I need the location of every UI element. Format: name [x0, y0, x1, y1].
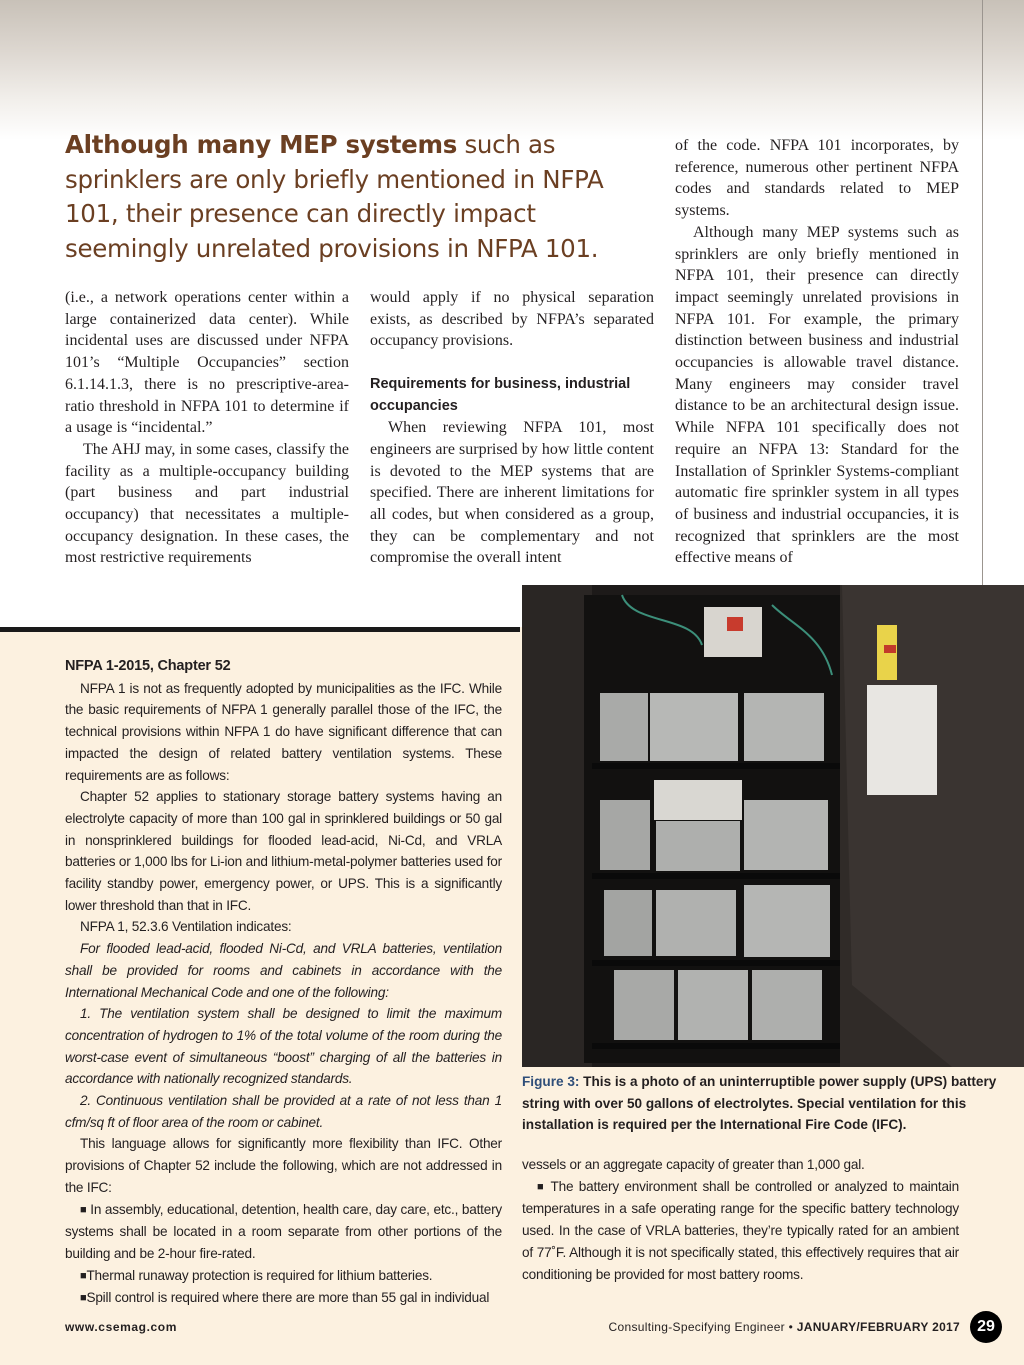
paragraph: Although many MEP systems such as sprinklers are only briefly mentioned in NFPA 101, their presence can directly impact seemingly unrelated provisions in NFPA 101. For example, the primary distinction between business and industrial occupancies is allowable travel distance. Many engineers may consider travel distance to be an architectural design issue. While NFPA 101 specifically does not require an NFPA 13: Standard for the Installation of Sprinkler Systems-compliant automatic fire sprinkler system in all types of business and industrial occupancies, it is recognized that sprinklers are the most effective means of [675, 223, 959, 567]
pull-quote [65, 128, 655, 266]
footer-issue: JANUARY/FEBRUARY 2017 [796, 1320, 960, 1334]
sidebar-paragraph: vessels or an aggregate capacity of greater than 1,000 gal. [522, 1157, 865, 1172]
sidebar-top-rule [0, 627, 520, 632]
figure-caption [522, 1071, 1002, 1136]
bullet-text: The battery environment shall be controlled or analyzed to maintain temperatures in a safe operating range for the specific battery technology used. In the case of VRLA batteries, they’re typically rated for an ambient of 77˚F. Although it is not specifically stated, this effectively requires that air conditioning be provided for most battery rooms. [522, 1178, 959, 1282]
body-column-2 [370, 287, 654, 569]
ups-battery-photo [522, 585, 1024, 1067]
sidebar-heading: NFPA 1-2015, Chapter 52 [65, 658, 231, 674]
sidebar-paragraph: This language allows for significantly more flexibility than IFC. Other provisions of Chapter 52 include the following, which are not addressed in the IFC: [65, 1136, 502, 1195]
sidebar-quote: 1. The ventilation system shall be designed to limit the maximum concentration of hydrogen to 1% of the total volume of the room during the worst-case event of simultaneous “boost” charging of all the batteries in accordance with nationally recognized standards. [65, 1006, 502, 1087]
paragraph: The AHJ may, in some cases, classify the facility as a multiple-occupancy building (part business and part industrial occupancy) that necessitates a multiple-occupancy designation. In these cases, the most restrictive requirements [65, 440, 349, 567]
footer-publication: Consulting-Specifying Engineer [608, 1320, 785, 1334]
bullet-square-icon: ■ [537, 1180, 546, 1193]
bullet-square-icon: ■ [80, 1203, 87, 1216]
sidebar-quote: For flooded lead-acid, flooded Ni-Cd, and VRLA batteries, ventilation shall be provided for rooms and cabinets in accordance with the International Mechanical Code and one of the following: [65, 941, 502, 1000]
body-column-3 [675, 135, 959, 569]
bullet-square-icon: ■ [80, 1292, 87, 1305]
footer-publication-info [609, 1320, 960, 1334]
body-column-1 [65, 287, 349, 569]
bullet-item [522, 1176, 959, 1286]
sidebar-paragraph: Chapter 52 applies to stationary storage battery systems having an electrolyte capacity of more than 100 gal in sprinklered buildings or 50 gal in nonsprinklered buildings for flooded lead-acid, Ni-Cd, and VRLA batteries or 1,000 lbs for Li-ion and lithium-metal-polymer batteries used for facility standby power, emergency power, or UPS. This is a significantly lower threshold than that in IFC. [65, 789, 502, 913]
paragraph: (i.e., a network operations center within a large containerized data center). While incidental uses are discussed under NFPA 101’s “Multiple Occupancies” section 6.1.14.1.3, there is no prescriptive-area-ratio threshold in NFPA 101 to determine if a usage is “incidental.” [65, 289, 349, 437]
bullet-text: Spill control is required where there are more than 55 gal in individual [86, 1290, 490, 1306]
paragraph: would apply if no physical separation exists, as described by NFPA’s separated occupancy provisions. [370, 289, 654, 350]
page-number-badge: 29 [970, 1311, 1002, 1343]
bullet-item [65, 1287, 502, 1310]
bullet-item [65, 1199, 502, 1265]
bullet-item [65, 1265, 502, 1288]
sidebar-right-column [522, 1154, 959, 1285]
pull-quote-rest: such as sprinklers are only briefly mentioned in NFPA 101, their presence can directly impact seemingly unrelated provisions in NFPA 101. [65, 130, 604, 263]
section-subhead: Requirements for business, industrial occupancies [370, 375, 631, 414]
figure-caption-text: This is a photo of an uninterruptible power supply (UPS) battery string with over 50 gallons of electrolytes. Special ventilation for this installation is required per the International Fire Code (IFC). [522, 1074, 997, 1133]
sidebar-paragraph: NFPA 1, 52.3.6 Ventilation indicates: [80, 919, 292, 935]
bullet-square-icon: ■ [80, 1269, 87, 1282]
pull-quote-lead: Although many MEP systems [65, 130, 457, 159]
bullet-text: In assembly, educational, detention, health care, day care, etc., battery systems shall be located in a room separate from other portions of the building and be 2-hour fire-rated. [65, 1201, 503, 1261]
sidebar-paragraph: NFPA 1 is not as frequently adopted by municipalities as the IFC. While the basic requirements of NFPA 1 generally parallel those of the IFC, the technical provisions within NFPA 1 do have significant difference that can impacted the design of related battery ventilation systems. These requirements are as follows: [65, 680, 502, 783]
footer-website: www.csemag.com [65, 1320, 177, 1334]
sidebar-quote: 2. Continuous ventilation shall be provided at a rate of not less than 1 cfm/sq ft of floor area of the room or cabinet. [65, 1093, 502, 1130]
footer-separator: • [784, 1320, 797, 1334]
figure-label: Figure 3: [522, 1074, 580, 1089]
paragraph: When reviewing NFPA 101, most engineers are surprised by how little content is devoted to the MEP systems that are specified. There are inherent limitations for all codes, but when considered as a group, they can be complementary and not compromise the overall intent [370, 419, 654, 567]
column-rule [982, 0, 983, 585]
bullet-text: Thermal runaway protection is required for lithium batteries. [86, 1267, 433, 1283]
paragraph: of the code. NFPA 101 incorporates, by reference, numerous other pertinent NFPA codes and standards related to MEP systems. [675, 137, 959, 220]
sidebar-left-column [65, 656, 502, 1310]
header-shade [0, 0, 1024, 140]
